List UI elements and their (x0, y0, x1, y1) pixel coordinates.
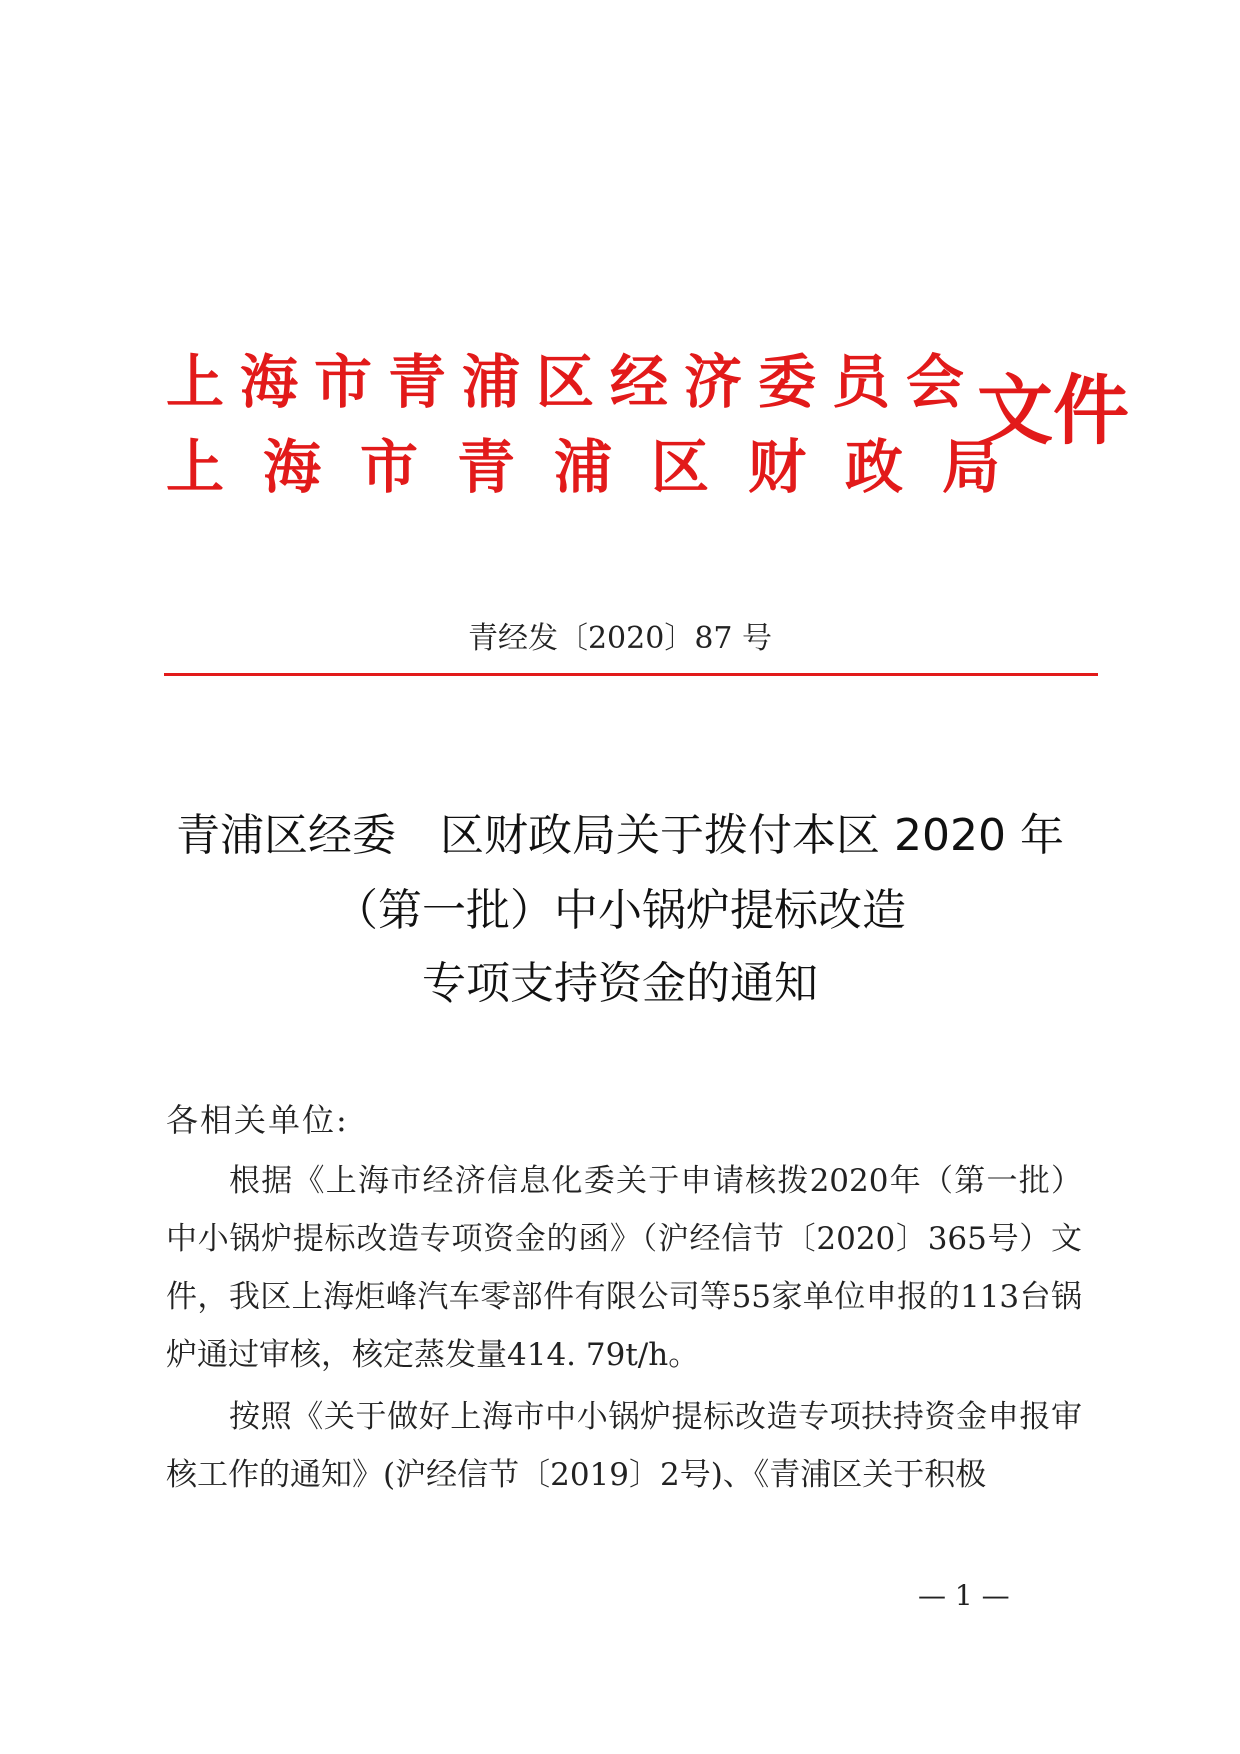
document-title-line-1: 青浦区经委 区财政局关于拨付本区 2020 年 (176, 810, 1064, 861)
document-number: 青经发〔2020〕87 号 (467, 621, 773, 656)
document-type-label: 文件 (977, 366, 1129, 455)
body-paragraph: 按照《关于做好上海市中小锅炉提标改造专项扶持资金申报审核工作的通知》(沪经信节〔2019〕2号)、《青浦区关于积极 (166, 1399, 1082, 1493)
salutation: 各相关单位: (166, 1101, 349, 1139)
issuer-name-finance-bureau: 上海市青浦区财政局 (166, 433, 1040, 501)
red-divider-line (164, 673, 1098, 676)
body-paragraph: 根据《上海市经济信息化委关于申请核拨2020年（第一批）中小锅炉提标改造专项资金的函》（沪经信节〔2020〕365号）文件，我区上海炬峰汽车零部件有限公司等55家单位申报的113台锅炉通过审核，核定蒸发量414. 79t/h。 (166, 1163, 1082, 1373)
page-number: — 1 — (918, 1579, 1010, 1612)
document-title-line-3: 专项支持资金的通知 (422, 958, 818, 1009)
issuer-name-economic-committee: 上海市青浦区经济委员会 (166, 348, 981, 416)
document-title-line-2: （第一批）中小锅炉提标改造 (334, 885, 906, 936)
